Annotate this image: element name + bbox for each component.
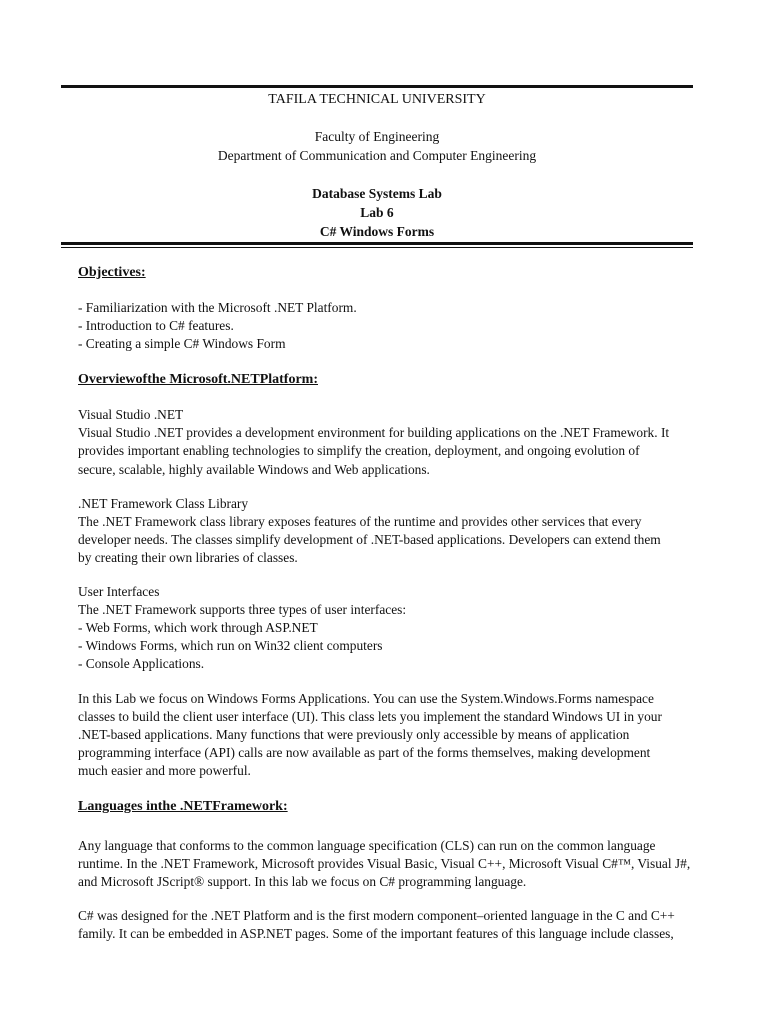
section-title: Visual Studio .NET (78, 407, 184, 423)
list-item: - Console Applications. (78, 656, 205, 672)
objective-item: - Familiarization with the Microsoft .NET Platform. (78, 300, 357, 315)
lab-title-block (61, 184, 693, 241)
paragraph-line: Visual Studio .NET provides a development environment for building applications on the .NET Framework. It (78, 425, 670, 441)
university-name: TAFILA TECHNICAL UNIVERSITY (268, 92, 486, 107)
list-item: - Web Forms, which work through ASP.NET (78, 620, 318, 636)
course-name: Database Systems Lab (312, 186, 442, 201)
paragraph-line: classes to build the client user interface (UI). This class lets you implement the standard Windows UI in your (78, 708, 662, 724)
paragraph-line: much easier and more powerful. (78, 762, 251, 778)
paragraph-line: programming interface (API) calls are now available as part of the forms themselves, making development (78, 744, 651, 760)
languages-heading: Languages inthe .NETFramework: (78, 798, 288, 814)
paragraph-line: and Microsoft JScript® support. In this lab we focus on C# programming language. (78, 874, 527, 890)
department-name: Department of Communication and Computer Engineering (217, 148, 537, 163)
paragraph-line: The .NET Framework class library exposes features of the runtime and provides other services that every (78, 513, 642, 529)
overview-heading: Overviewofthe Microsoft.NETPlatform: (78, 372, 318, 388)
paragraph-line: provides important enabling technologies to simplify the creation, deployment, and ongoing evolution of (78, 443, 640, 459)
paragraph-line: C# was designed for the .NET Platform and is the first modern component–oriented language in the C and C++ (78, 908, 675, 924)
paragraph-line: by creating their own libraries of classes. (78, 549, 298, 565)
document-header (61, 90, 693, 241)
document-body (78, 263, 708, 943)
top-rule (61, 85, 693, 88)
lab-title: C# Windows Forms (319, 224, 435, 239)
objective-item: - Creating a simple C# Windows Form (78, 336, 286, 352)
paragraph-line: In this Lab we focus on Windows Forms Applications. You can use the System.Windows.Forms namespace (78, 690, 654, 706)
section-title: .NET Framework Class Library (78, 495, 249, 511)
section-title: User Interfaces (78, 584, 160, 600)
header-bottom-rule (61, 242, 693, 248)
paragraph-line: The .NET Framework supports three types of user interfaces: (78, 602, 407, 618)
faculty-name: Faculty of Engineering (314, 129, 440, 144)
objectives-heading: Objectives: (78, 265, 146, 280)
paragraph-line: .NET-based applications. Many functions that were previously only accessible by means of application (78, 726, 630, 742)
list-item: - Windows Forms, which run on Win32 client computers (78, 638, 383, 654)
lab-number: Lab 6 (360, 205, 394, 220)
paragraph-line: runtime. In the .NET Framework, Microsoft provides Visual Basic, Visual C++, Microsoft Visual C#™, Visual J#, (78, 856, 691, 872)
paragraph-line: developer needs. The classes simplify development of .NET-based applications. Developers can extend them (78, 531, 661, 547)
objective-item: - Introduction to C# features. (78, 318, 234, 334)
paragraph-line: secure, scalable, highly available Windows and Web applications. (78, 461, 430, 477)
paragraph-line: Any language that conforms to the common language specification (CLS) can run on the common language (78, 837, 656, 853)
paragraph-line: family. It can be embedded in ASP.NET pages. Some of the important features of this language include classes, (78, 926, 674, 942)
